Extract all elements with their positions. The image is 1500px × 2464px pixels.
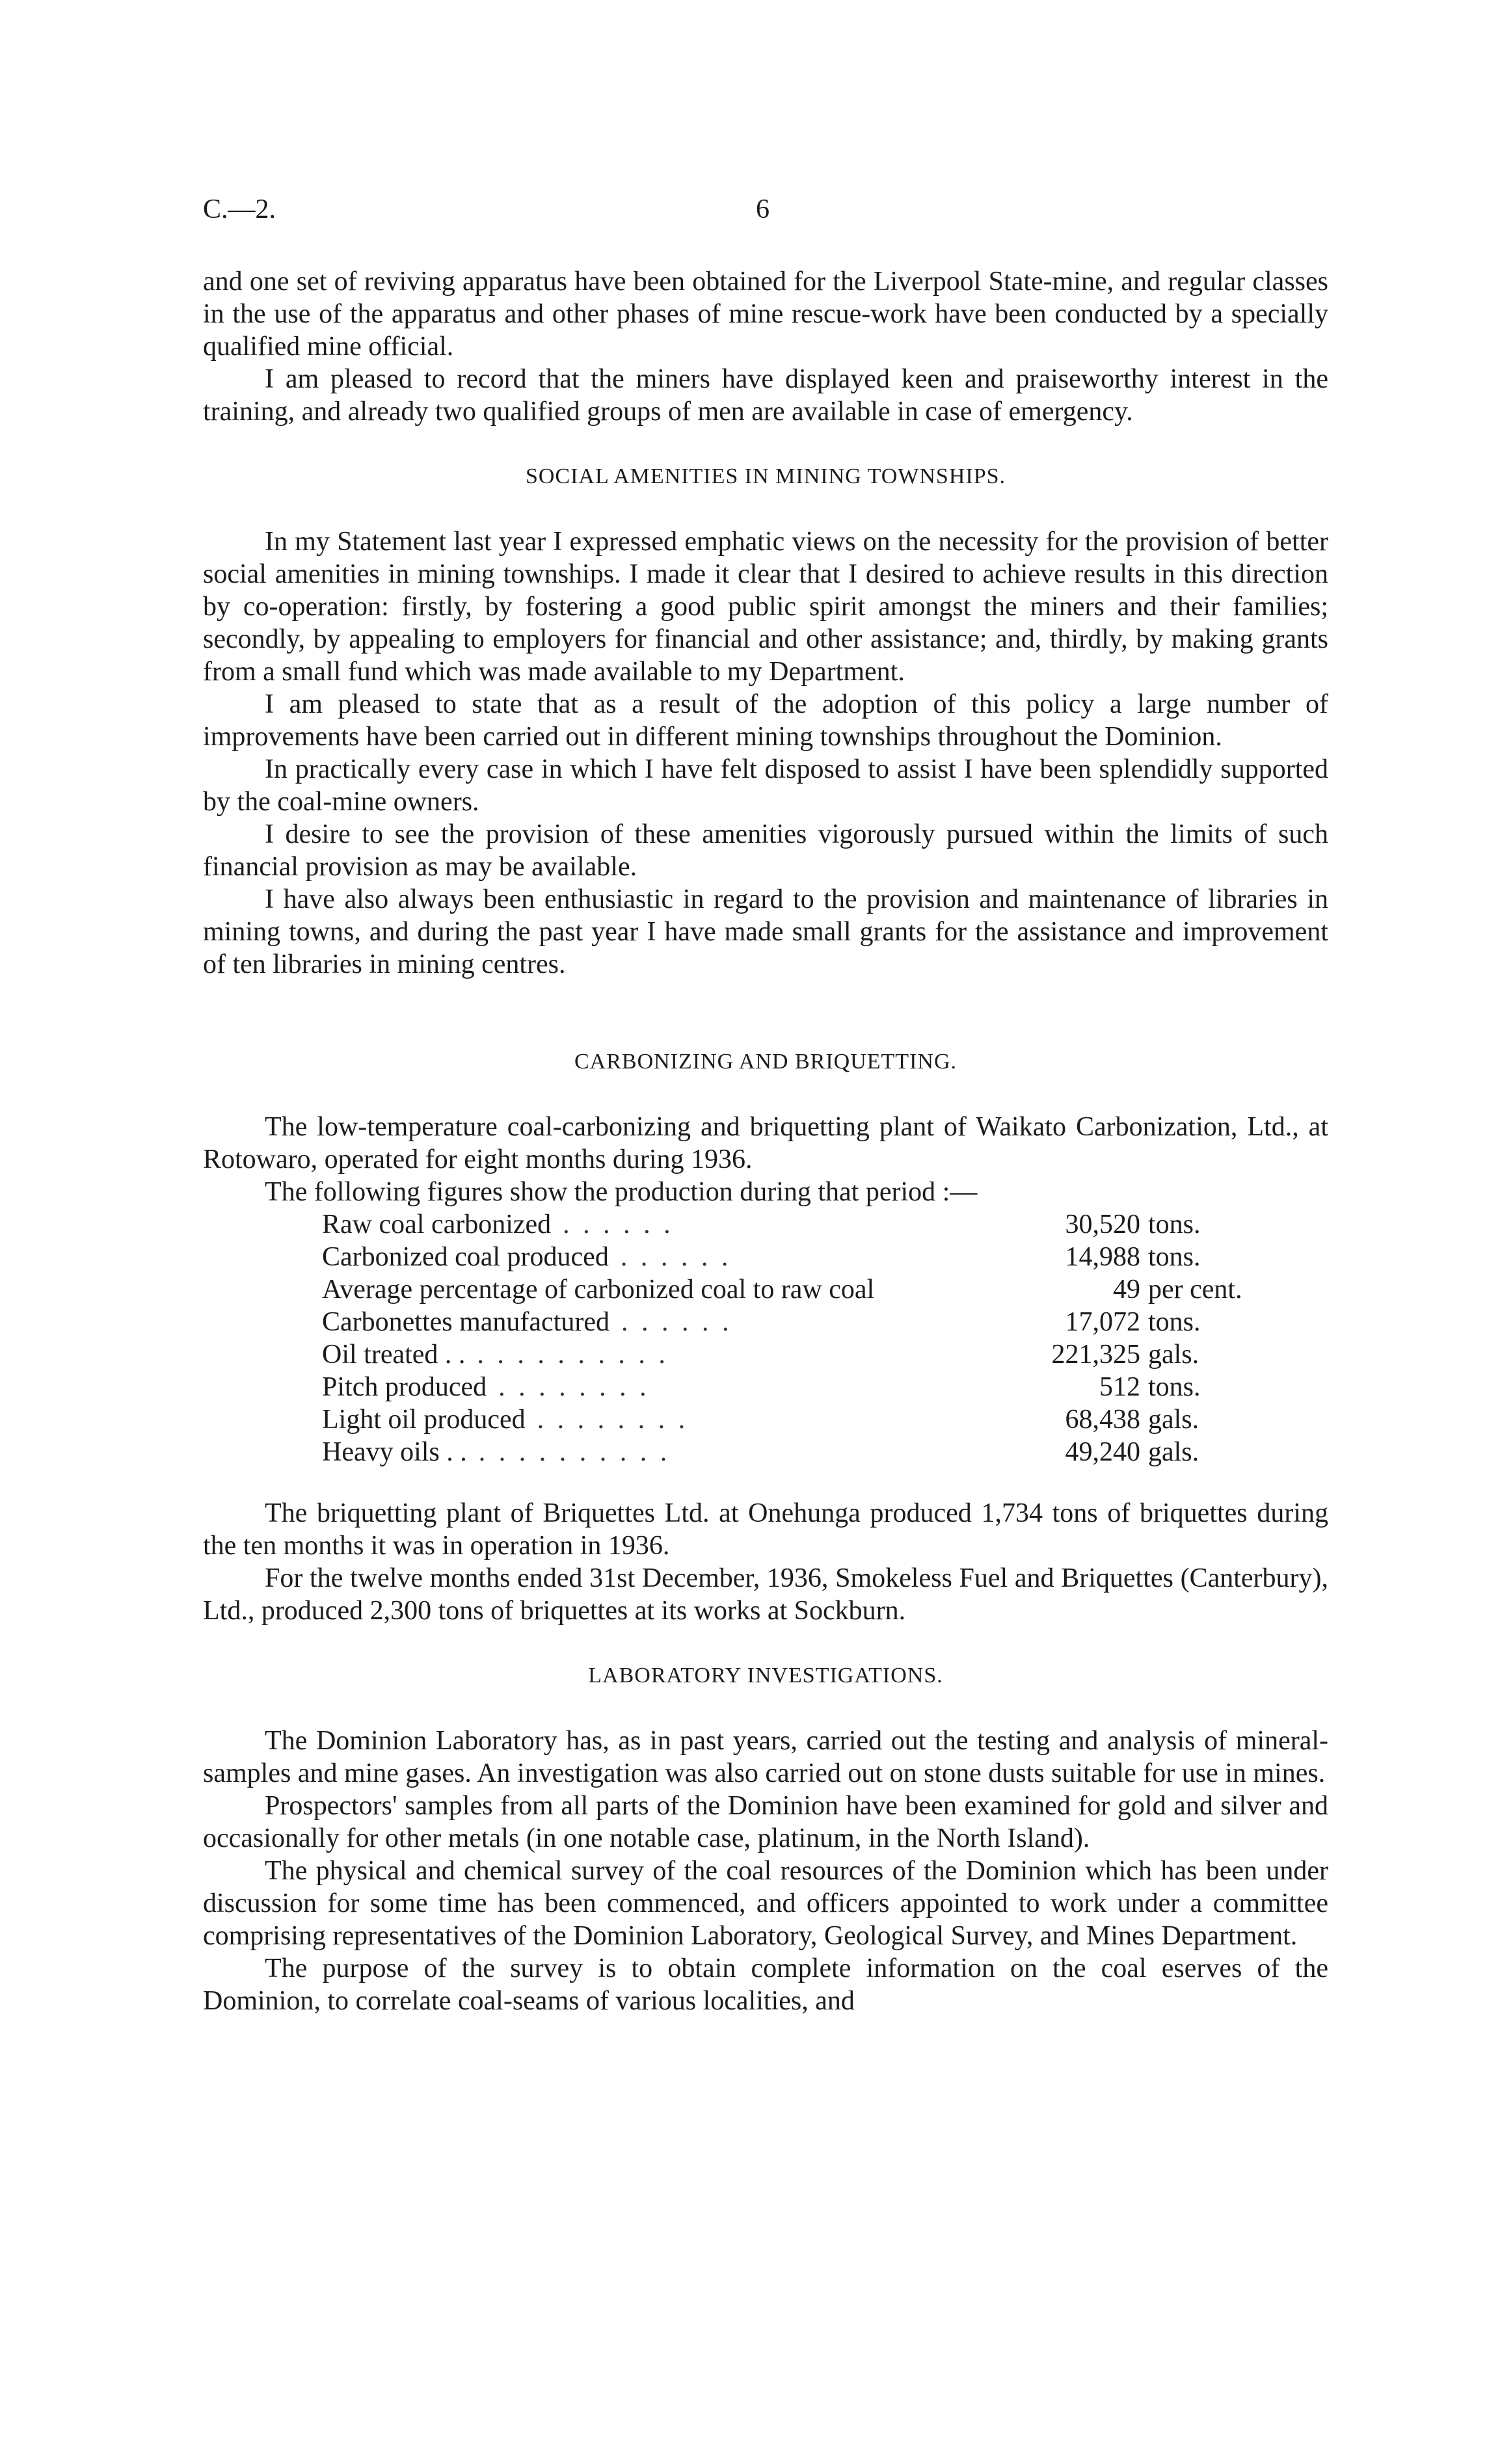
- paragraph: The low-temperature coal-carbonizing and briquetting plant of Waikato Carbonization, Ltd., at Rotowaro, operated for eight months during 1936.: [203, 1112, 1328, 1174]
- page-number: 6: [756, 194, 770, 224]
- paragraph: In practically every case in which I have felt disposed to assist I have been splendidly supported by the coal-mine owners.: [203, 754, 1328, 817]
- figure-label: Carbonized coal produced: [322, 1242, 609, 1272]
- figure-unit: tons.: [1148, 1372, 1201, 1402]
- leader-dots: . . . . . . . .: [537, 1405, 689, 1435]
- paragraph: The briquetting plant of Briquettes Ltd. at Onehunga produced 1,734 tons of briquettes during the ten months it was in operation in 1936.: [203, 1498, 1328, 1561]
- spacer: [203, 1078, 1328, 1111]
- figure-unit: gals.: [1148, 1437, 1199, 1467]
- figure-unit: tons.: [1148, 1210, 1201, 1239]
- paragraph: The Dominion Laboratory has, as in past years, carried out the testing and analysis of mineral-samples and mine gases. An investigation was also carried out on stone dusts suitable for use in mines.: [203, 1726, 1328, 1788]
- production-figures-table: [322, 1208, 1272, 1468]
- page-header: [203, 194, 1328, 233]
- figure-value: 49,240: [1065, 1437, 1140, 1467]
- paragraph: Prospectors' samples from all parts of the Dominion have been examined for gold and silver and occasionally for other metals (in one notable case, platinum, in the North Island).: [203, 1791, 1328, 1853]
- figure-unit: per cent.: [1148, 1275, 1242, 1305]
- paragraph: In my Statement last year I expressed emphatic views on the necessity for the provision of better social amenities in mining townships. I made it clear that I desired to achieve results in this direction by co-operation: firstly, by fostering a good public spirit amongst the miners and their families; secondly, by appealing to employers for financial and other assistance; and, thirdly, by making grants from a small fund which was made available to my Department.: [203, 527, 1328, 687]
- paragraph: I have also always been enthusiastic in regard to the provision and maintenance of libraries in mining towns, and during the past year I have made small grants for the assistance and improvement of ten libraries in mining centres.: [203, 884, 1328, 979]
- paragraph: and one set of reviving apparatus have been obtained for the Liverpool State-mine, and regular classes in the use of the apparatus and other phases of mine rescue-work have been conducted by a specially qualified mine official.: [203, 267, 1328, 362]
- leader-dots: . . . . . .: [620, 1242, 732, 1272]
- table-row: [322, 1273, 1272, 1306]
- figure-unit: gals.: [1148, 1340, 1199, 1370]
- leader-dots: . . . . . .: [621, 1307, 732, 1337]
- spacer: [203, 1692, 1328, 1725]
- spacer: [203, 981, 1328, 1046]
- heading-carbonizing: CARBONIZING AND BRIQUETTING.: [574, 1050, 958, 1074]
- table-row: [322, 1436, 1272, 1468]
- leader-dots: . . . . . . . . . .: [477, 1340, 669, 1370]
- figure-value: 30,520: [1065, 1210, 1140, 1239]
- heading-social-amenities: SOCIAL AMENITIES IN MINING TOWNSHIPS.: [525, 464, 1006, 488]
- table-row: [322, 1338, 1272, 1371]
- table-row: [322, 1403, 1272, 1436]
- figure-label: Heavy oils . .: [322, 1437, 467, 1467]
- spacer: [203, 1627, 1328, 1660]
- table-row: [322, 1241, 1272, 1273]
- figure-value: 221,325: [1051, 1340, 1140, 1370]
- figure-value: 14,988: [1065, 1242, 1140, 1272]
- spacer: [203, 493, 1328, 525]
- figure-label: Carbonettes manufactured: [322, 1307, 609, 1337]
- figure-value: 512: [1099, 1372, 1140, 1402]
- table-row: [322, 1306, 1272, 1338]
- leader-dots: . . . . . . . . . .: [478, 1437, 671, 1467]
- heading-laboratory: LABORATORY INVESTIGATIONS.: [588, 1663, 943, 1688]
- paragraph: I am pleased to state that as a result of the adoption of this policy a large number of improvements have been carried out in different mining townships throughout the Dominion.: [203, 689, 1328, 752]
- figure-label: Light oil produced: [322, 1405, 526, 1435]
- figure-unit: tons.: [1148, 1242, 1201, 1272]
- paragraph: I am pleased to record that the miners have displayed keen and praiseworthy interest in the training, and already two qualified groups of men are available in case of emergency.: [203, 364, 1328, 427]
- paragraph: For the twelve months ended 31st December, 1936, Smokeless Fuel and Briquettes (Canterbury), Ltd., produced 2,300 tons of briquettes at its works at Sockburn.: [203, 1563, 1328, 1626]
- leader-dots: [874, 1273, 1023, 1306]
- figure-value: 68,438: [1065, 1405, 1140, 1435]
- spacer: [203, 428, 1328, 460]
- leader-dots: . . . . . . . .: [498, 1372, 650, 1402]
- paragraph: The physical and chemical survey of the coal resources of the Dominion which has been under discussion for some time has been commenced, and officers appointed to work under a committee comprising representatives of the Dominion Laboratory, Geological Survey, and Mines Department.: [203, 1856, 1328, 1951]
- paragraph: The following figures show the production during that period :—: [265, 1177, 978, 1207]
- table-row: [322, 1208, 1272, 1241]
- spacer: [203, 1468, 1328, 1497]
- figure-unit: tons.: [1148, 1307, 1201, 1337]
- table-row: [322, 1371, 1272, 1403]
- figure-value: 49: [1113, 1275, 1140, 1305]
- leader-dots: . . . . . .: [563, 1210, 674, 1239]
- figure-label: Oil treated . .: [322, 1340, 466, 1370]
- paragraph: I desire to see the provision of these amenities vigorously pursued within the limits of such financial provision as may be available.: [203, 819, 1328, 882]
- figure-value: 17,072: [1065, 1307, 1140, 1337]
- figure-label: Pitch produced: [322, 1372, 487, 1402]
- figure-label: Raw coal carbonized: [322, 1210, 552, 1239]
- paragraph: The purpose of the survey is to obtain complete information on the coal eserves of the Dominion, to correlate coal-seams of various localities, and: [203, 1954, 1328, 2016]
- body-text: [203, 265, 1328, 2017]
- figure-unit: gals.: [1148, 1405, 1199, 1435]
- figure-label: Average percentage of carbonized coal to raw coal: [322, 1275, 875, 1305]
- document-reference: C.—2.: [203, 194, 276, 224]
